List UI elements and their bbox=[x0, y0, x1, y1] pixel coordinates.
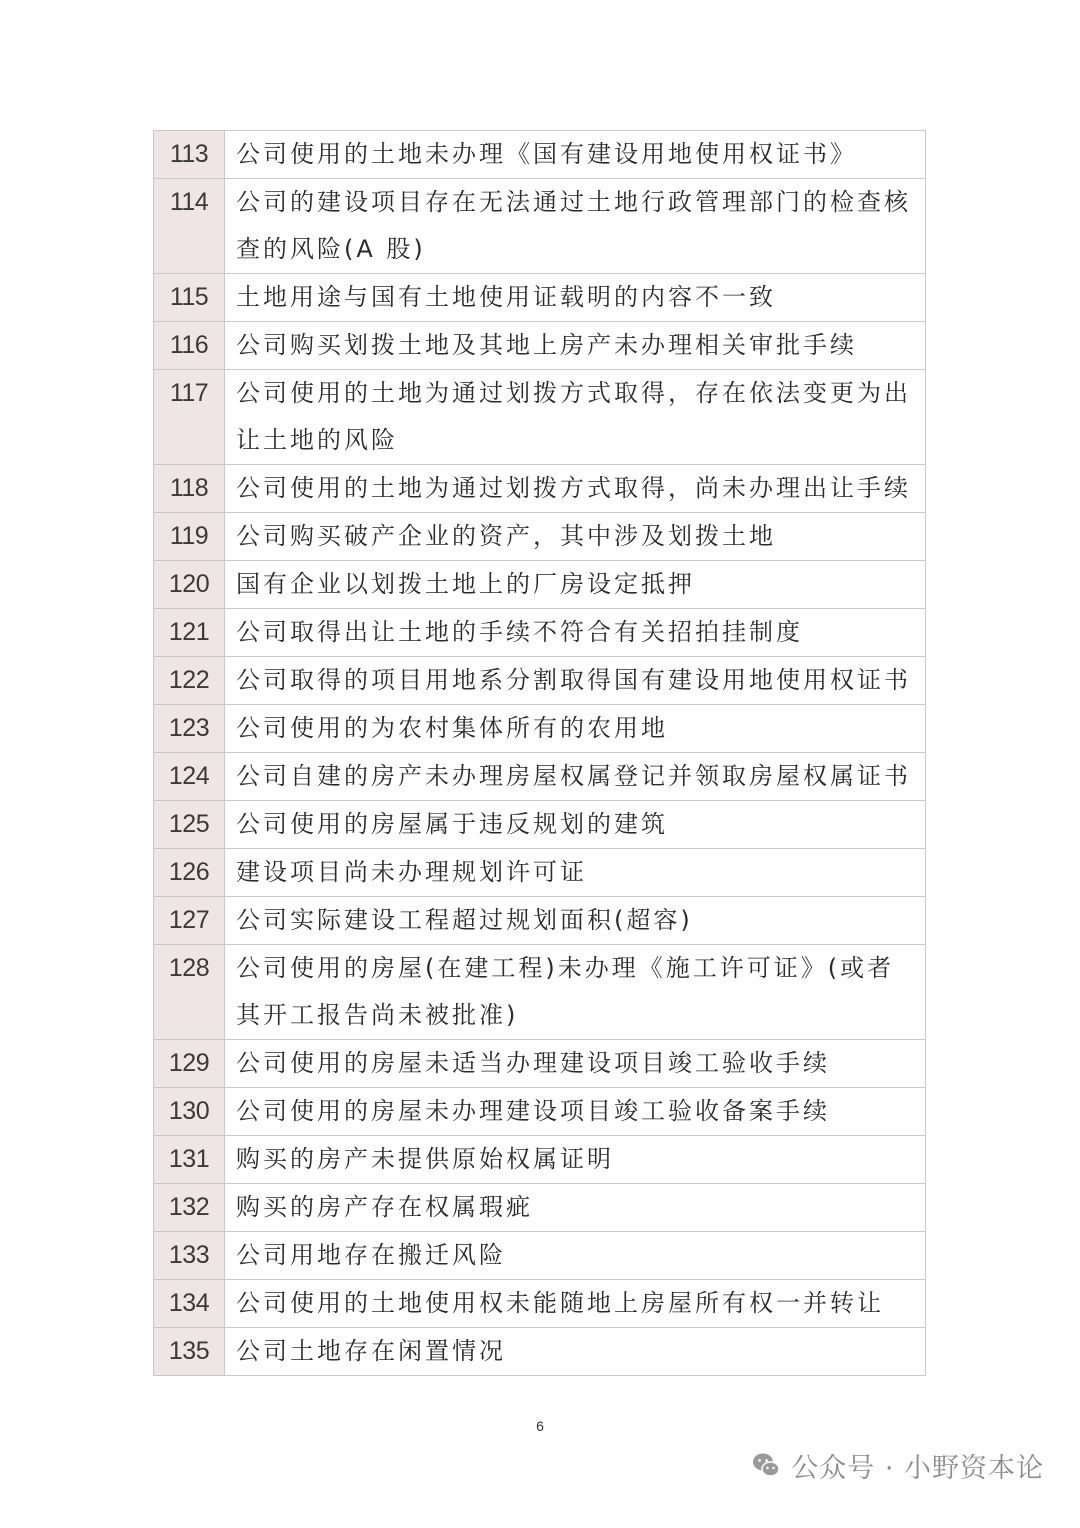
row-text: 国有企业以划拨土地上的厂房设定抵押 bbox=[225, 561, 926, 609]
table-row bbox=[154, 322, 926, 370]
row-number: 133 bbox=[154, 1232, 225, 1280]
row-number: 122 bbox=[154, 657, 225, 705]
row-number: 129 bbox=[154, 1040, 225, 1088]
table-row bbox=[154, 1232, 926, 1280]
row-text: 购买的房产存在权属瑕疵 bbox=[225, 1184, 926, 1232]
table-row bbox=[154, 561, 926, 609]
row-text: 公司购买划拨土地及其地上房产未办理相关审批手续 bbox=[225, 322, 926, 370]
row-text: 公司使用的房屋属于违反规划的建筑 bbox=[225, 801, 926, 849]
wechat-icon bbox=[751, 1450, 781, 1480]
table-row bbox=[154, 465, 926, 513]
row-number: 125 bbox=[154, 801, 225, 849]
table-row bbox=[154, 801, 926, 849]
page-number: 6 bbox=[536, 1418, 544, 1434]
table-row bbox=[154, 897, 926, 945]
row-text: 公司土地存在闲置情况 bbox=[225, 1328, 926, 1376]
table-row bbox=[154, 753, 926, 801]
table-row bbox=[154, 849, 926, 897]
table-row bbox=[154, 1184, 926, 1232]
risk-table bbox=[153, 130, 926, 1376]
table-row bbox=[154, 945, 926, 1040]
table-row bbox=[154, 1040, 926, 1088]
row-number: 120 bbox=[154, 561, 225, 609]
table-row bbox=[154, 370, 926, 465]
row-number: 113 bbox=[154, 131, 225, 179]
table-body bbox=[154, 131, 926, 1376]
row-text: 公司使用的土地为通过划拨方式取得，存在依法变更为出让土地的风险 bbox=[225, 370, 926, 465]
row-text: 公司使用的为农村集体所有的农用地 bbox=[225, 705, 926, 753]
row-text: 公司使用的土地为通过划拨方式取得，尚未办理出让手续 bbox=[225, 465, 926, 513]
table-row bbox=[154, 179, 926, 274]
watermark-text: 公众号 · 小野资本论 bbox=[791, 1452, 1044, 1484]
row-text: 土地用途与国有土地使用证载明的内容不一致 bbox=[225, 274, 926, 322]
row-text: 建设项目尚未办理规划许可证 bbox=[225, 849, 926, 897]
row-text: 公司的建设项目存在无法通过土地行政管理部门的检查核查的风险(A 股) bbox=[225, 179, 926, 274]
row-number: 128 bbox=[154, 945, 225, 1040]
row-number: 117 bbox=[154, 370, 225, 465]
row-number: 118 bbox=[154, 465, 225, 513]
row-text: 公司使用的房屋(在建工程)未办理《施工许可证》(或者其开工报告尚未被批准) bbox=[225, 945, 926, 1040]
row-number: 124 bbox=[154, 753, 225, 801]
row-number: 134 bbox=[154, 1280, 225, 1328]
row-text: 公司使用的房屋未办理建设项目竣工验收备案手续 bbox=[225, 1088, 926, 1136]
row-text: 公司取得出让土地的手续不符合有关招拍挂制度 bbox=[225, 609, 926, 657]
row-number: 132 bbox=[154, 1184, 225, 1232]
row-number: 123 bbox=[154, 705, 225, 753]
row-text: 公司用地存在搬迁风险 bbox=[225, 1232, 926, 1280]
row-number: 130 bbox=[154, 1088, 225, 1136]
row-text: 公司自建的房产未办理房屋权属登记并领取房屋权属证书 bbox=[225, 753, 926, 801]
table-row bbox=[154, 609, 926, 657]
table-row bbox=[154, 1328, 926, 1376]
row-text: 购买的房产未提供原始权属证明 bbox=[225, 1136, 926, 1184]
row-text: 公司购买破产企业的资产，其中涉及划拨土地 bbox=[225, 513, 926, 561]
row-number: 115 bbox=[154, 274, 225, 322]
row-number: 131 bbox=[154, 1136, 225, 1184]
row-text: 公司实际建设工程超过规划面积(超容) bbox=[225, 897, 926, 945]
row-number: 114 bbox=[154, 179, 225, 274]
table-row bbox=[154, 513, 926, 561]
table-row bbox=[154, 1088, 926, 1136]
table-row bbox=[154, 657, 926, 705]
table-row bbox=[154, 1136, 926, 1184]
row-number: 119 bbox=[154, 513, 225, 561]
row-text: 公司使用的土地使用权未能随地上房屋所有权一并转让 bbox=[225, 1280, 926, 1328]
row-text: 公司使用的土地未办理《国有建设用地使用权证书》 bbox=[225, 131, 926, 179]
row-number: 135 bbox=[154, 1328, 225, 1376]
row-number: 127 bbox=[154, 897, 225, 945]
table-row bbox=[154, 1280, 926, 1328]
row-number: 116 bbox=[154, 322, 225, 370]
table-row bbox=[154, 705, 926, 753]
row-number: 121 bbox=[154, 609, 225, 657]
table-row bbox=[154, 131, 926, 179]
watermark bbox=[751, 1443, 1044, 1487]
row-text: 公司取得的项目用地系分割取得国有建设用地使用权证书 bbox=[225, 657, 926, 705]
row-number: 126 bbox=[154, 849, 225, 897]
table-row bbox=[154, 274, 926, 322]
row-text: 公司使用的房屋未适当办理建设项目竣工验收手续 bbox=[225, 1040, 926, 1088]
